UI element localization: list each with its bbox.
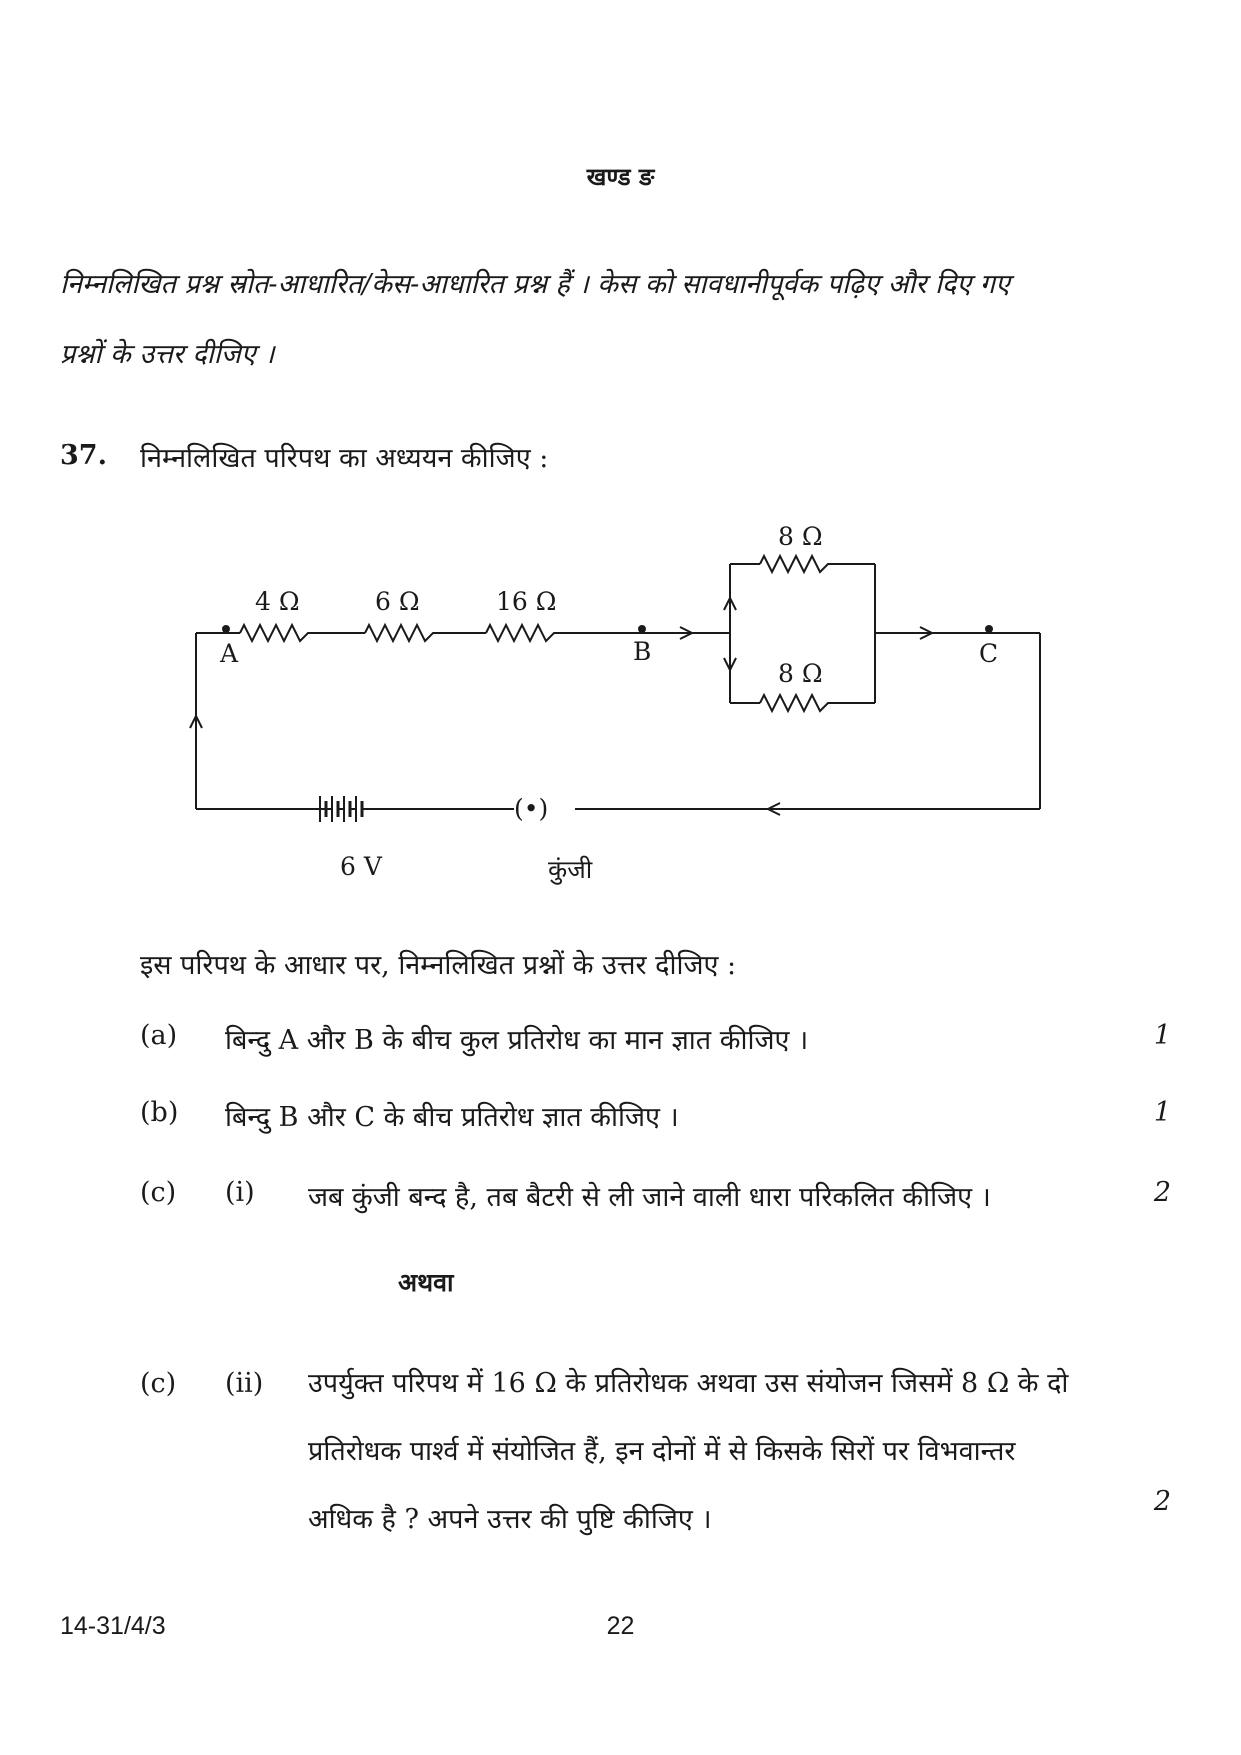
part-c-ii-label: (c) bbox=[140, 1368, 177, 1399]
point-c-dot bbox=[985, 625, 993, 633]
label-8-ohm-top: 8 Ω bbox=[778, 522, 823, 551]
answer-intro: इस परिपथ के आधार पर, निम्नलिखित प्रश्नों के उत्तर दीजिए : bbox=[140, 950, 737, 981]
part-a-marks: 1 bbox=[1153, 1020, 1171, 1051]
page-number: 22 bbox=[606, 1612, 635, 1640]
paper-code: 14-31/4/3 bbox=[60, 1612, 166, 1640]
part-a-text: बिन्दु A और B के बीच कुल प्रतिरोध का मान ज्ञात कीजिए । bbox=[225, 1025, 809, 1056]
resistor-16-ohm bbox=[486, 625, 558, 641]
label-8-ohm-bottom: 8 Ω bbox=[778, 659, 823, 688]
label-point-c: C bbox=[979, 639, 999, 668]
or-divider: अथवा bbox=[398, 1268, 454, 1297]
part-c-ii-marks: 2 bbox=[1153, 1486, 1171, 1517]
label-battery: 6 V bbox=[340, 852, 382, 881]
instructions bbox=[60, 250, 1140, 390]
part-c-i-label: (c) bbox=[140, 1177, 177, 1208]
instructions-line-2: प्रश्नों के उत्तर दीजिए । bbox=[60, 339, 275, 370]
instructions-line-1: निम्नलिखित प्रश्न स्रोत-आधारित/केस-आधारित प्रश्न हैं । केस को सावधानीपूर्वक पढ़िए और दिए गए bbox=[60, 269, 1010, 300]
label-4-ohm: 4 Ω bbox=[255, 587, 300, 616]
key-symbol: (•) bbox=[514, 794, 549, 823]
part-b-marks: 1 bbox=[1153, 1097, 1171, 1128]
part-c-ii-line-1: उपर्युक्त परिपथ में 16 Ω के प्रतिरोधक अथवा उस संयोजन जिसमें 8 Ω के दो bbox=[308, 1368, 1069, 1399]
part-c-ii-line-3: अधिक है ? अपने उत्तर की पुष्टि कीजिए । bbox=[308, 1504, 712, 1535]
resistor-8-ohm-top bbox=[760, 556, 832, 572]
point-b-dot bbox=[638, 625, 646, 633]
part-a-label: (a) bbox=[140, 1020, 178, 1051]
battery-symbol bbox=[320, 796, 400, 822]
point-a-dot bbox=[222, 625, 230, 633]
resistor-8-ohm-bottom bbox=[760, 695, 832, 711]
label-6-ohm: 6 Ω bbox=[375, 587, 420, 616]
label-point-b: B bbox=[633, 637, 652, 666]
question-number: 37. bbox=[60, 440, 107, 471]
part-c-ii-line-2: प्रतिरोधक पार्श्व में संयोजित हैं, इन दोनों में से किसके सिरों पर विभवान्तर bbox=[308, 1436, 1016, 1467]
resistor-6-ohm bbox=[365, 625, 437, 641]
label-point-a: A bbox=[220, 639, 239, 668]
section-title: खण्ड ङ bbox=[586, 162, 655, 191]
circuit-diagram bbox=[150, 500, 1070, 900]
part-c-i-marks: 2 bbox=[1153, 1177, 1171, 1208]
label-key: कुंजी bbox=[548, 855, 593, 884]
question-stem: निम्नलिखित परिपथ का अध्ययन कीजिए : bbox=[140, 443, 549, 474]
part-c-ii-text bbox=[308, 1350, 1118, 1554]
part-c-ii bbox=[0, 1368, 1241, 1588]
part-b-text: बिन्दु B और C के बीच प्रतिरोध ज्ञात कीजिए । bbox=[225, 1102, 679, 1133]
part-c-ii-sublabel: (ii) bbox=[225, 1368, 264, 1399]
part-c-i-sublabel: (i) bbox=[225, 1177, 255, 1208]
part-b-label: (b) bbox=[140, 1097, 179, 1128]
resistor-4-ohm bbox=[240, 625, 312, 641]
part-c-i-text: जब कुंजी बन्द है, तब बैटरी से ली जाने वाली धारा परिकलित कीजिए । bbox=[308, 1182, 991, 1213]
label-16-ohm: 16 Ω bbox=[496, 587, 557, 616]
